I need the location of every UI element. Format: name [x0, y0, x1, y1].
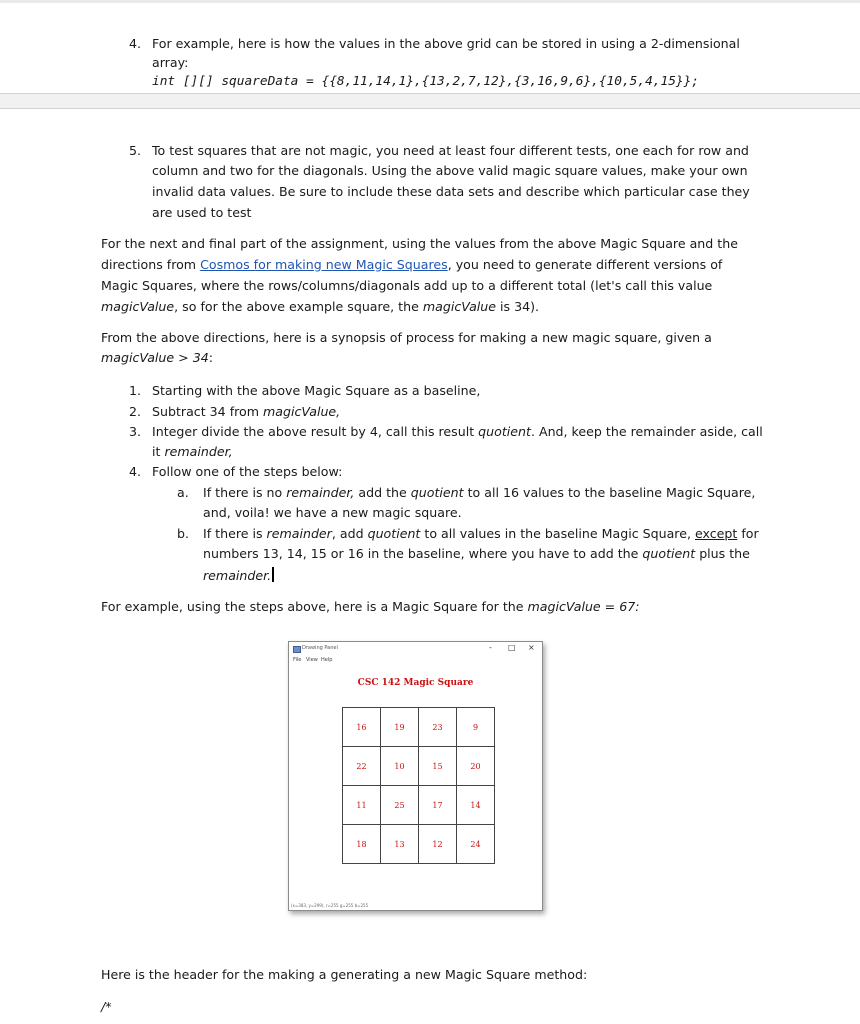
magic-square-title: CSC 142 Magic Square	[357, 678, 474, 688]
step3-number: 3.	[129, 424, 142, 439]
menu-file[interactable]: File	[293, 657, 302, 663]
item5-line4: are used to test	[152, 205, 252, 220]
code-comment-start: /*	[101, 999, 112, 1014]
window-title: Drawing Panel	[302, 645, 338, 651]
grid-cell: 15	[419, 747, 457, 786]
menu-help[interactable]: Help	[321, 657, 333, 663]
grid-cell: 10	[381, 747, 419, 786]
item4-line2: array:	[152, 55, 189, 70]
step1-number: 1.	[129, 383, 142, 398]
step3-line1: Integer divide the above result by 4, call this result quotient. And, keep the remainder aside, call	[152, 424, 763, 439]
para3: For example, using the steps above, here is a Magic Square for the magicValue = 67:	[101, 599, 640, 614]
step1-text: Starting with the above Magic Square as a baseline,	[152, 383, 481, 398]
drawing-panel-window	[288, 641, 543, 911]
step2-number: 2.	[129, 404, 142, 419]
status-bar: (x=383, y=299), r=255 g=255 b=255	[291, 903, 369, 908]
grid-cell: 19	[381, 708, 419, 747]
window-titlebar	[289, 642, 542, 656]
text-cursor	[272, 567, 274, 582]
item4-number: 4.	[129, 36, 142, 51]
step4-text: Follow one of the steps below:	[152, 464, 343, 479]
window-menubar	[289, 656, 542, 666]
step4b-line1: If there is remainder, add quotient to all values in the baseline Magic Square, except for	[203, 526, 759, 541]
grid-cell: 12	[419, 825, 457, 864]
minimize-icon[interactable]: -	[489, 643, 492, 652]
step4-number: 4.	[129, 464, 142, 479]
step4a-line2: and, voila! we have a new magic square.	[203, 505, 462, 520]
step4b-line3: remainder.	[203, 567, 274, 583]
step4a-letter: a.	[177, 485, 189, 500]
item5-line1: To test squares that are not magic, you need at least four different tests, one each for row and	[152, 143, 749, 158]
para2-line2: magicValue > 34:	[101, 350, 213, 365]
cosmos-link[interactable]: Cosmos for making new Magic Squares	[200, 257, 448, 272]
item5-line2: column and two for the diagonals. Using the above valid magic square values, make your own	[152, 163, 748, 178]
para2-line1: From the above directions, here is a synopsis of process for making a new magic square, given a	[101, 330, 712, 345]
para4: Here is the header for the making a generating a new Magic Square method:	[101, 967, 588, 982]
item5-line3: invalid data values. Be sure to include these data sets and describe which particular case they	[152, 184, 750, 199]
grid-cell: 14	[457, 786, 495, 825]
para1-line3: Magic Squares, where the rows/columns/diagonals add up to a different total (let's call this value	[101, 278, 713, 293]
magic-square-grid	[342, 707, 495, 864]
grid-cell: 22	[343, 747, 381, 786]
grid-cell: 16	[343, 708, 381, 747]
grid-cell: 25	[381, 786, 419, 825]
item4-line1: For example, here is how the values in the above grid can be stored in using a 2-dimensional	[152, 36, 740, 51]
app-icon	[293, 646, 301, 653]
step2-text: Subtract 34 from magicValue,	[152, 404, 341, 419]
top-rule	[0, 0, 860, 3]
grid-cell: 18	[343, 825, 381, 864]
step4b-line2: numbers 13, 14, 15 or 16 in the baseline, where you have to add the quotient plus the	[203, 546, 750, 561]
para1-line4: magicValue, so for the above example square, the magicValue is 34).	[101, 299, 540, 314]
maximize-icon[interactable]: □	[508, 643, 516, 652]
menu-view[interactable]: View	[306, 657, 318, 663]
close-icon[interactable]: ×	[528, 643, 535, 652]
grid-cell: 9	[457, 708, 495, 747]
grid-cell: 11	[343, 786, 381, 825]
step4b-letter: b.	[177, 526, 189, 541]
step4a-line1: If there is no remainder, add the quotient to all 16 values to the baseline Magic Square,	[203, 485, 756, 500]
para1-line2: directions from Cosmos for making new Magic Squares, you need to generate different versions of	[101, 257, 723, 272]
grid-cell: 24	[457, 825, 495, 864]
para1-line1: For the next and final part of the assignment, using the values from the above Magic Square and the	[101, 236, 738, 251]
grid-cell: 17	[419, 786, 457, 825]
page-separator	[0, 93, 860, 109]
step3-line2: it remainder,	[152, 444, 233, 459]
grid-cell: 23	[419, 708, 457, 747]
item4-code: int [][] squareData = {{8,11,14,1},{13,2,7,12},{3,16,9,6},{10,5,4,15}};	[152, 74, 700, 89]
grid-cell: 20	[457, 747, 495, 786]
grid-cell: 13	[381, 825, 419, 864]
item5-number: 5.	[129, 143, 142, 158]
